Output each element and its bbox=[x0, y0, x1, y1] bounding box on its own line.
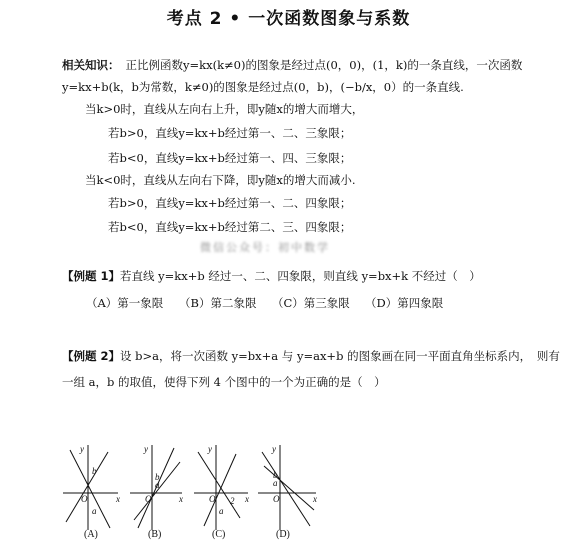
watermark-text: 微信公众号：初中数学 bbox=[200, 241, 330, 254]
graph-a-b-label: b bbox=[92, 466, 97, 476]
graph-a-y-label: y bbox=[80, 444, 84, 454]
graph-a-caption: (A) bbox=[84, 529, 98, 540]
page-title: 考点 2 • 一次函数图象与系数 bbox=[166, 9, 411, 29]
graph-a bbox=[63, 445, 118, 530]
graph-d-origin: O bbox=[273, 494, 280, 504]
knowledge-text-1: 正比例函数y=kx(k≠0)的图象是经过点(0，0)，(1，k)的一条直线，一次函数 bbox=[125, 58, 523, 72]
graph-c-caption: (C) bbox=[212, 529, 226, 540]
example-1-label: 【例题 1】 bbox=[62, 269, 121, 283]
rule-k-positive-b-negative: 若b<0，直线y=kx+b经过第一、四、三象限； bbox=[108, 151, 352, 165]
rule-k-negative: 当k<0时，直线从左向右下降，即y随x的增大而减小. bbox=[85, 173, 356, 187]
graph-d-line-2 bbox=[264, 466, 314, 510]
example-1-option-c: （C）第三象限 bbox=[272, 296, 350, 310]
rule-k-negative-b-positive: 若b>0，直线y=kx+b经过第一、二、四象限； bbox=[108, 196, 352, 210]
graph-d-y-label: y bbox=[272, 444, 276, 454]
graph-b-line-2 bbox=[134, 462, 180, 520]
rule-k-positive-b-positive: 若b>0，直线y=kx+b经过第一、二、三象限； bbox=[108, 126, 352, 140]
graph-b-a-label: a bbox=[155, 480, 160, 490]
graph-d-a-label: a bbox=[273, 478, 278, 488]
example-1-option-d: （D）第四象限 bbox=[365, 296, 444, 310]
graph-c-two-label: 2 bbox=[230, 496, 235, 506]
graph-d-caption: (D) bbox=[276, 529, 290, 540]
knowledge-line-1 bbox=[62, 57, 522, 73]
graph-c-a-label: a bbox=[219, 506, 224, 516]
graph-b-x-label: x bbox=[179, 494, 183, 504]
example-2-label: 【例题 2】 bbox=[62, 349, 121, 363]
example-1-option-b: （B）第二象限 bbox=[179, 296, 257, 310]
rule-k-negative-b-negative: 若b<0，直线y=kx+b经过第二、三、四象限； bbox=[108, 220, 352, 234]
graph-c bbox=[194, 445, 248, 530]
knowledge-line-2: y=kx+b(k，b为常数，k≠0)的图象是经过点(0，b)，(−b/x，0）的一条直线. bbox=[62, 80, 464, 94]
graph-d-b-label: b bbox=[273, 470, 278, 480]
graph-d bbox=[258, 445, 316, 530]
example-2-question-line-2: 一组 a，b 的取值，使得下列 4 个图中的一个为正确的是（ ） bbox=[62, 375, 386, 389]
example-1-option-a: （A）第一象限 bbox=[86, 296, 164, 310]
graph-c-origin: O bbox=[209, 494, 216, 504]
graph-c-y-label: y bbox=[208, 444, 212, 454]
example-2-graphs bbox=[58, 440, 323, 540]
graph-b-caption: (B) bbox=[148, 529, 162, 540]
example-2-text-1: 设 b>a，将一次函数 y=bx+a 与 y=ax+b 的图象画在同一平面直角坐标系内， 则有 bbox=[120, 349, 560, 363]
graph-d-line-1 bbox=[262, 452, 310, 526]
graph-c-x-label: x bbox=[245, 494, 249, 504]
graph-a-x-label: x bbox=[116, 494, 120, 504]
example-1-question bbox=[62, 268, 481, 284]
graph-b-b-label: b bbox=[155, 472, 160, 482]
example-2-question-line-1 bbox=[62, 348, 560, 364]
graph-a-a-label: a bbox=[92, 506, 97, 516]
graph-a-origin: O bbox=[81, 494, 88, 504]
graph-b-y-label: y bbox=[144, 444, 148, 454]
rule-k-positive: 当k>0时，直线从左向右上升，即y随x的增大而增大， bbox=[85, 102, 364, 116]
example-1-text: 若直线 y=kx+b 经过一、二、四象限，则直线 y=bx+k 不经过（ ） bbox=[120, 269, 481, 283]
graph-b-origin: O bbox=[145, 494, 152, 504]
graph-d-x-label: x bbox=[313, 494, 317, 504]
graph-a-line-1 bbox=[70, 450, 110, 528]
knowledge-label: 相关知识： bbox=[62, 58, 120, 72]
